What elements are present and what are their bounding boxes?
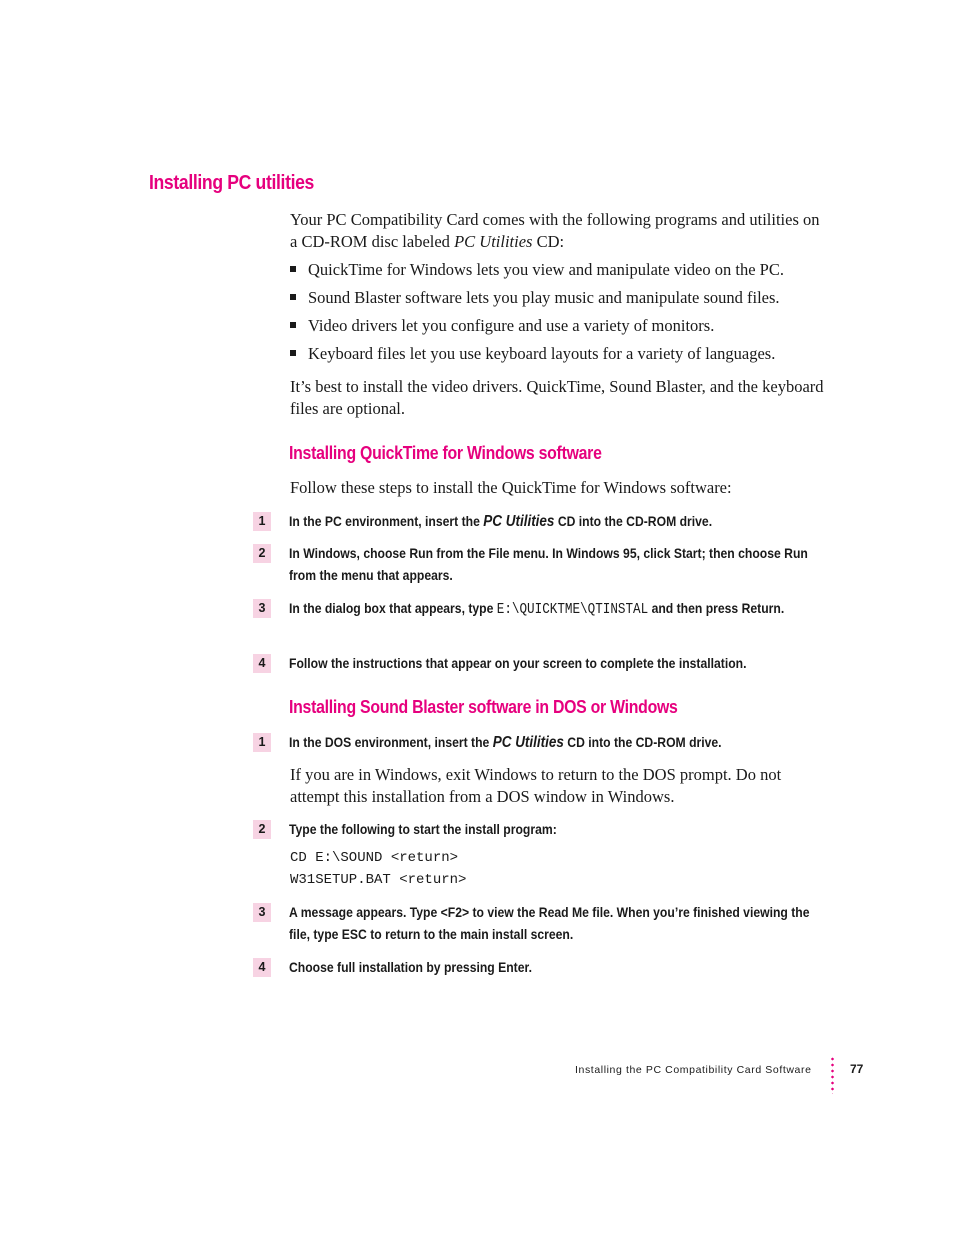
intro-paragraph	[290, 209, 830, 253]
intro-text-end: CD:	[532, 232, 565, 251]
bullet-text: QuickTime for Windows lets you view and manipulate video on the PC.	[308, 260, 784, 279]
quicktime-intro: Follow these steps to install the QuickTime for Windows software:	[290, 478, 732, 497]
step-text-end: CD into the CD-ROM drive.	[563, 734, 722, 750]
bullet-icon	[290, 294, 296, 300]
quicktime-step-4: Follow the instructions that appear on your screen to complete the installation.	[289, 655, 747, 671]
intro-text: Your PC Compatibility Card comes with the following programs and utilities on a CD-ROM disc labeled	[290, 210, 820, 251]
step-number: 3	[253, 903, 271, 922]
footer-divider	[831, 1056, 834, 1094]
list-item	[290, 287, 830, 309]
footer-chapter-title: Installing the PC Compatibility Card Software	[575, 1064, 812, 1076]
bullet-text: Video drivers let you configure and use a variety of monitors.	[308, 316, 715, 335]
bullet-icon	[290, 266, 296, 272]
soundblaster-step-2: Type the following to start the install program:	[289, 821, 557, 837]
bullet-text: Sound Blaster software lets you play music and manipulate sound files.	[308, 288, 780, 307]
code-line: W31SETUP.BAT <return>	[290, 872, 467, 888]
closing-paragraph: It’s best to install the video drivers. QuickTime, Sound Blaster, and the keyboard files are optional.	[290, 377, 824, 418]
soundblaster-step-3: A message appears. Type <F2> to view the Read Me file. When you’re finished viewing the file, type ESC to return to the main install screen.	[289, 904, 810, 942]
quicktime-step-3	[289, 597, 820, 621]
quicktime-step-1	[289, 510, 820, 533]
list-item	[290, 259, 830, 281]
step-text-end: CD into the CD-ROM drive.	[554, 513, 713, 529]
step-italic: PC Utilities	[483, 513, 555, 530]
step-number: 2	[253, 544, 271, 563]
soundblaster-note: If you are in Windows, exit Windows to return to the DOS prompt. Do not attempt this installation from a DOS window in Windows.	[290, 765, 782, 806]
quicktime-step-2: In Windows, choose Run from the File menu. In Windows 95, click Start; then choose Run from the menu that appears.	[289, 545, 808, 583]
step-text: In the dialog box that appears, type	[289, 600, 497, 616]
page-number: 77	[850, 1062, 864, 1076]
step-number: 4	[253, 958, 271, 977]
list-item	[290, 315, 830, 337]
section-title: Installing PC utilities	[149, 172, 314, 194]
step-number: 4	[253, 654, 271, 673]
step-number: 2	[253, 820, 271, 839]
soundblaster-step-4: Choose full installation by pressing Enter.	[289, 959, 532, 975]
step-text: In the DOS environment, insert the	[289, 734, 493, 750]
step-number: 1	[253, 733, 271, 752]
soundblaster-heading: Installing Sound Blaster software in DOS or Windows	[289, 697, 678, 717]
step-number: 1	[253, 512, 271, 531]
quicktime-heading: Installing QuickTime for Windows software	[289, 443, 602, 463]
bullet-text: Keyboard files let you use keyboard layouts for a variety of languages.	[308, 344, 776, 363]
soundblaster-step-1	[289, 731, 820, 754]
step-text-end: and then press Return.	[648, 600, 785, 616]
bullet-icon	[290, 350, 296, 356]
bullet-icon	[290, 322, 296, 328]
intro-italic: PC Utilities	[454, 232, 533, 251]
step-code: E:\QUICKTME\QTINSTAL	[496, 602, 649, 618]
step-text: In the PC environment, insert the	[289, 513, 484, 529]
code-line: CD E:\SOUND <return>	[290, 850, 459, 866]
step-italic: PC Utilities	[492, 734, 564, 751]
list-item	[290, 343, 830, 365]
step-number: 3	[253, 599, 271, 618]
